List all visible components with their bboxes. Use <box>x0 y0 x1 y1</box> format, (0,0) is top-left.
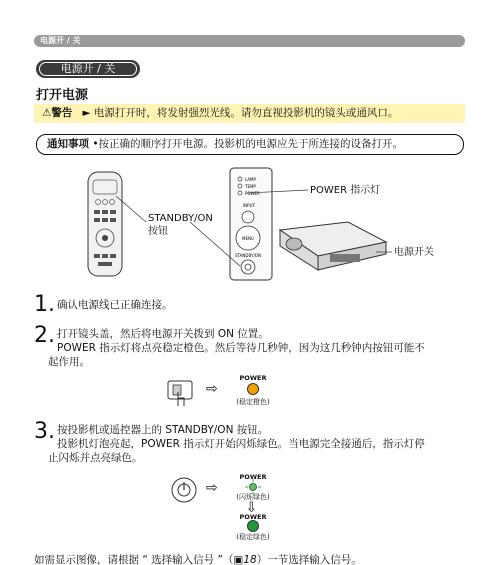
illustration-svg <box>80 166 480 284</box>
arrow-right-icon: ⇨ <box>206 381 218 397</box>
led-label-temp: TEMP <box>245 184 256 189</box>
warning-text: ► 电源打开时，将发射强烈光线。请勿直视投影机的镜头或通风口。 <box>82 107 399 119</box>
book-icon: ▣ <box>233 554 244 565</box>
warning-box <box>34 104 465 123</box>
warning-label: ⚠警告 <box>42 107 73 119</box>
standby-callout-line1: STANDBY/ON <box>148 213 213 224</box>
step-2-indicator-caption: (稳定橙色) <box>236 398 270 406</box>
standby-callout-line2: 按钮 <box>148 226 168 237</box>
chapter-header-bar <box>34 35 465 47</box>
section-label <box>36 60 140 78</box>
step-1-text: 确认电源线已正确连接。 <box>57 299 173 311</box>
arrow-down-icon: ⇨ <box>242 501 259 513</box>
section-label-text: 电源开 / 关 <box>39 62 137 76</box>
step-3-number: 3. <box>34 419 55 444</box>
power-switch-callout: 电源开关 <box>394 247 434 258</box>
power-switch-icon <box>166 378 196 408</box>
step-1-number: 1. <box>34 292 55 317</box>
note-text: •按正确的顺序打开电源。投影机的电源应先于所连接的设备打开。 <box>92 138 404 150</box>
steady-green-led-icon <box>246 519 260 533</box>
footer-prefix: 如需显示图像，请根据 “ 选择输入信号 ”（ <box>34 554 234 565</box>
step-2-indicator-title: POWER <box>239 374 267 382</box>
panel-label-input: INPUT <box>243 203 255 208</box>
note-label: 通知事项 <box>47 138 89 150</box>
step-3-indicator2-title: POWER <box>239 513 267 521</box>
projector-icon <box>280 222 386 270</box>
arrow-right-icon-2: ⇨ <box>206 480 218 496</box>
step-2-line1: 打开镜头盖，然后将电源开关拨到 ON 位置。 <box>57 328 269 340</box>
step-3-indicator2-caption: (稳定绿色) <box>236 533 270 541</box>
step-2-number: 2. <box>34 323 55 348</box>
page-title: 打开电源 <box>36 88 89 103</box>
standby-callout <box>148 212 213 238</box>
led-label-lamp: LAMP <box>245 177 256 182</box>
step-3-line1: 按投影机或遥控器上的 STANDBY/ON 按钮。 <box>57 424 269 436</box>
step-3-line3: 止闪烁并点亮绿色。 <box>48 452 143 464</box>
chapter-header-text: 电源开 / 关 <box>40 36 81 45</box>
panel-label-standby: STANDBY/ON <box>235 253 261 258</box>
orange-led-icon <box>246 382 260 396</box>
led-label-power: POWER <box>245 191 260 196</box>
step-2-line3: 起作用。 <box>48 356 90 368</box>
standby-button-press-icon <box>170 476 198 506</box>
footer-note <box>34 552 362 565</box>
step-3-line2: 投影机灯泡亮起，POWER 指示灯开始闪烁绿色。当电源完全接通后，指示灯停 <box>57 438 425 450</box>
remote-control-icon <box>88 172 122 276</box>
step-3-indicator1-title: POWER <box>239 473 267 481</box>
footer-ref-page[interactable]: 18 <box>243 554 257 565</box>
panel-label-menu: MENU <box>242 236 254 241</box>
note-box <box>36 134 464 155</box>
step-3-indicator1-caption: (闪烁绿色) <box>236 493 270 501</box>
step-2-line2: POWER 指示灯将点亮稳定橙色。然后等待几秒钟，因为这几秒钟内按钮可能不 <box>57 342 425 354</box>
footer-suffix: ）一节选择输入信号。 <box>256 554 362 565</box>
projector-illustration <box>80 166 480 284</box>
power-indicator-callout: POWER 指示灯 <box>310 185 381 196</box>
